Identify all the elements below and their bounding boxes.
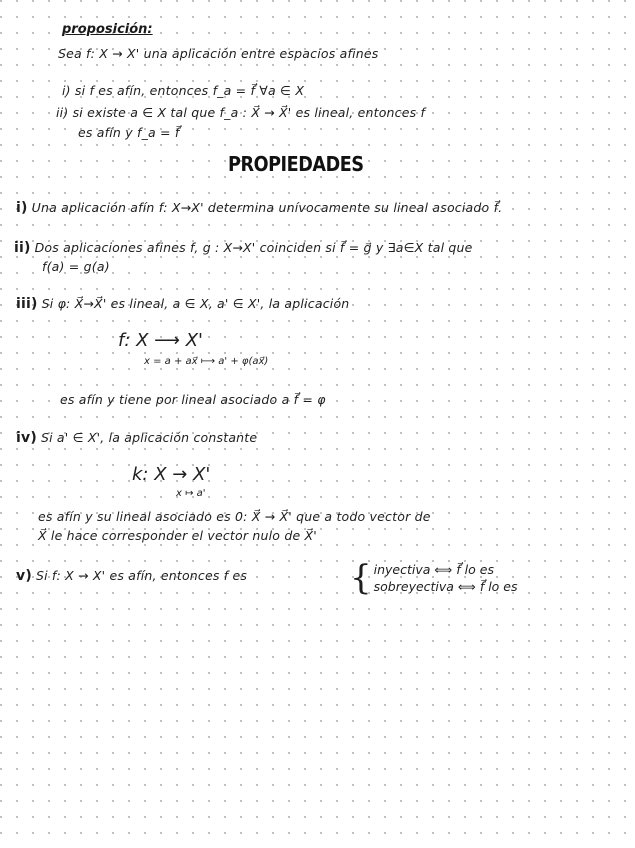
propiedad-iii-line2: es afín y tiene por lineal asociado a f⃗ = φ	[60, 392, 326, 407]
proposicion-item-i: i) si f es afín, entonces f_a = f⃗ ∀a ∈ X	[62, 83, 305, 98]
propiedad-iii-number: iii)	[16, 296, 38, 312]
propiedad-ii-line2: f(a) = g(a)	[42, 259, 110, 274]
propiedad-i-number: i)	[16, 200, 28, 216]
proposicion-item-ii-line2: es afín y f_a = f⃗	[78, 125, 180, 140]
proposicion-intro: Sea f: X → X' una aplicación entre espacios afines	[58, 46, 379, 61]
propiedad-iv-text: Si a' ∈ X', la aplicación constante	[40, 430, 258, 445]
propiedad-iv-line2: es afín y su lineal asociado es 0: X⃗ → X⃗' que a todo vector de	[38, 509, 431, 524]
propiedad-iii-map-top: f: X ⟶ X'	[118, 330, 203, 351]
propiedad-iii-line1	[16, 296, 349, 312]
propiedad-ii-number: ii)	[14, 240, 31, 256]
propiedad-v-case-sobreyectiva: sobreyectiva ⟺ f⃗ lo es	[373, 579, 518, 594]
propiedad-i-text: Una aplicación afín f: X→X' determina unívocamente su lineal asociado f⃗.	[31, 200, 503, 215]
propiedad-v-line1	[16, 568, 247, 584]
proposicion-heading: proposición:	[62, 22, 153, 37]
propiedad-v-case-inyectiva: inyectiva ⟺ f⃗ lo es	[373, 562, 494, 577]
propiedad-iii-map-bottom: x = a + ax⃗ ⟼ a' + φ(ax⃗)	[144, 356, 269, 367]
propiedad-iv-map-top: k: X → X'	[132, 464, 211, 485]
propiedad-iv-line3: X⃗ le hace corresponder el vector nulo de X⃗'	[38, 528, 317, 543]
propiedad-iv-line1	[16, 430, 257, 446]
propiedad-ii-line1	[14, 240, 473, 256]
propiedad-iii-text: Si φ: X⃗→X⃗' es lineal, a ∈ X, a' ∈ X', la aplicación	[41, 296, 350, 311]
proposicion-item-ii-line1: ii) si existe a ∈ X tal que f_a : X⃗ → X⃗' es lineal, entonces f	[56, 105, 426, 120]
propiedad-iv-map-bottom: x ↦ a'	[176, 488, 206, 499]
left-brace-icon: {	[350, 558, 372, 598]
propiedad-v-number: v)	[16, 568, 32, 584]
propiedad-i	[16, 200, 502, 216]
propiedad-v-text: Si f: X → X' es afín, entonces f es	[35, 568, 248, 583]
propiedad-ii-text: Dos aplicaciones afines f, g : X→X' coinciden si f⃗ = g⃗ y ∃a∈X tal que	[34, 240, 473, 255]
propiedad-iv-number: iv)	[16, 430, 37, 446]
propiedad-v-cases	[350, 558, 518, 598]
page-title: PROPIEDADES	[228, 152, 364, 176]
